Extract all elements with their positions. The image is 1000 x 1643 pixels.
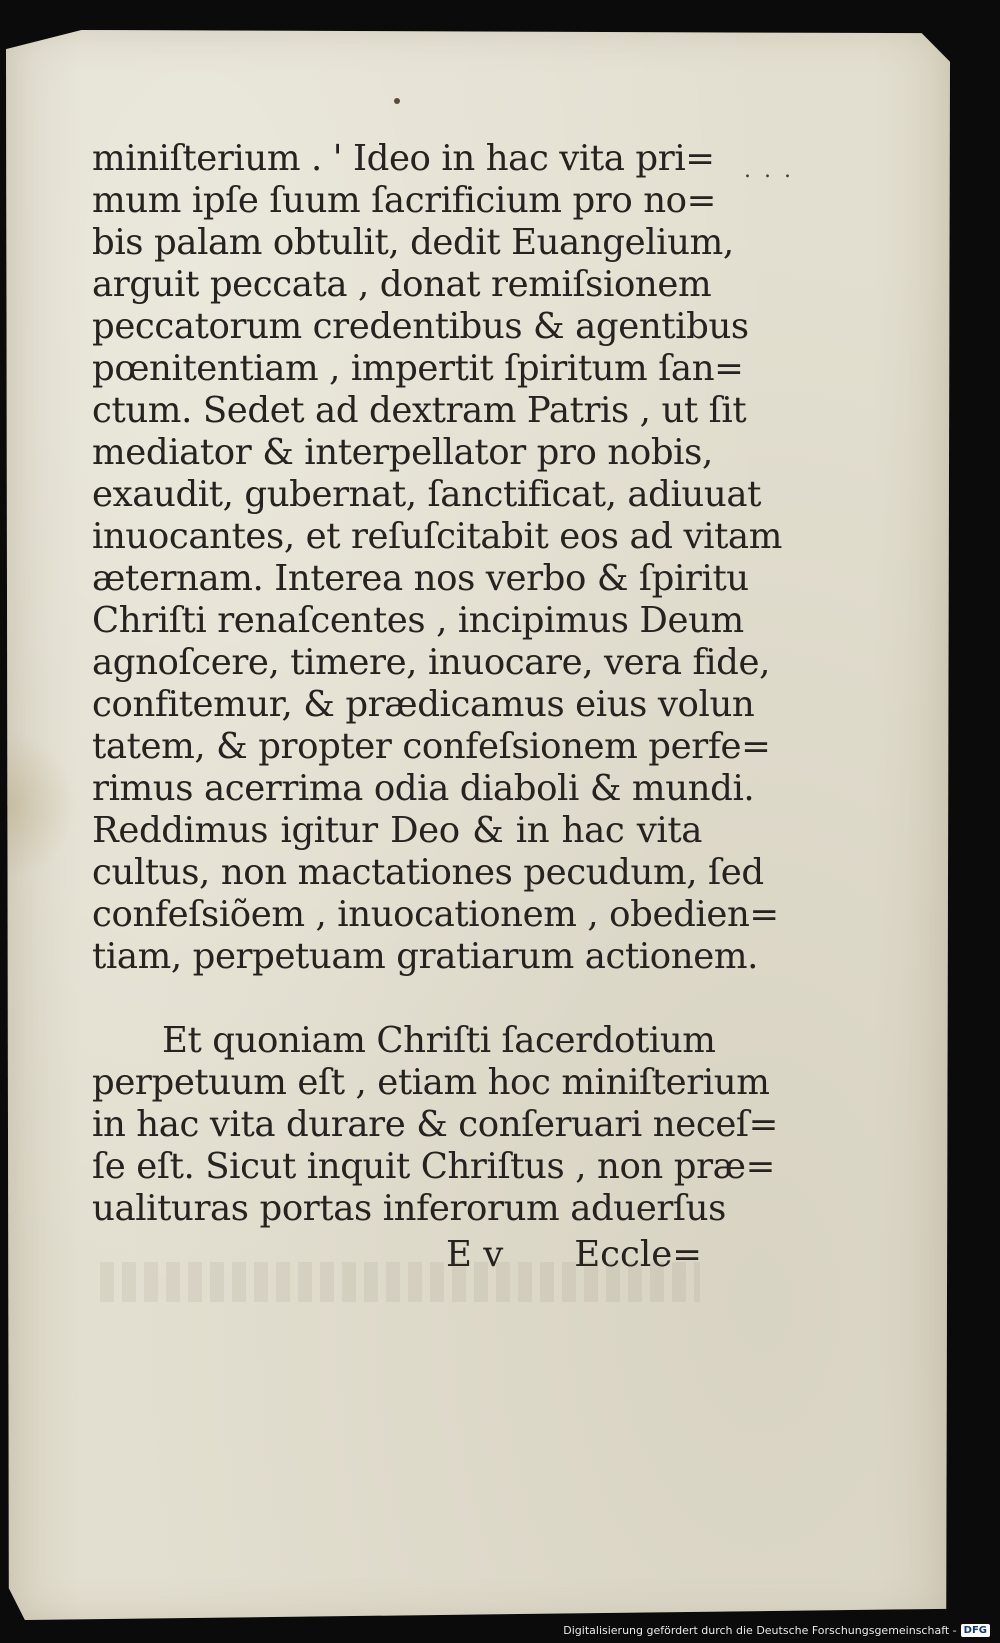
body-text <box>92 138 782 1230</box>
text-line: pœnitentiam , impertit ſpiritum ſan= <box>92 348 744 389</box>
text-line: Reddimus igitur Deo & in hac vita <box>92 810 702 851</box>
paragraph-gap <box>92 978 702 1020</box>
text-line: ſe eſt. Sicut inquit Chriſtus , non præ= <box>92 1146 775 1187</box>
text-line: ctum. Sedet ad dextram Patris , ut ſit <box>92 390 747 431</box>
ink-dot <box>394 98 400 104</box>
text-line: ualituras portas inferorum aduerſus <box>92 1188 726 1229</box>
bleed-through-text <box>100 1262 700 1302</box>
text-line: inuocantes, et reſuſcitabit eos ad vitam <box>92 516 782 557</box>
text-line: tatem, & propter confeſsionem perfe= <box>92 726 771 767</box>
text-line: mum ipſe ſuum ſacrificium pro no= <box>92 180 716 221</box>
text-line: agnoſcere, timere, inuocare, vera fide, <box>92 642 770 683</box>
text-line: æternam. Interea nos verbo & ſpiritu <box>92 558 749 599</box>
text-line: tiam, perpetuam gratiarum actionem. <box>92 936 758 977</box>
text-line: Et quoniam Chriſti ſacerdotium <box>162 1020 716 1061</box>
text-line: rimus acerrima odia diaboli & mundi. <box>92 768 755 809</box>
text-line: peccatorum credentibus & agentibus <box>92 306 749 347</box>
digitization-credit <box>563 1624 990 1637</box>
text-line: mediator & interpellator pro nobis, <box>92 432 713 473</box>
text-line: in hac vita durare & conſeruari neceſ= <box>92 1104 779 1145</box>
signature-mark: E v <box>446 1234 504 1275</box>
text-line: confitemur, & prædicamus eius volun <box>92 684 755 725</box>
paper-stain <box>6 730 76 880</box>
margin-mark: . . . <box>744 158 794 183</box>
text-line: cultus, non mactationes pecudum, ſed <box>92 852 764 893</box>
dfg-logo: DFG <box>961 1624 990 1637</box>
text-line: confeſsiõem , inuocationem , obedien= <box>92 894 779 935</box>
text-line: Chriſti renaſcentes , incipimus Deum <box>92 600 744 641</box>
text-line: bis palam obtulit, dedit Euangelium, <box>92 222 734 263</box>
text-line: miniſterium . ' Ideo in hac vita pri= <box>92 138 715 179</box>
credit-text: Digitalisierung gefördert durch die Deutsche Forschungsgemeinschaft - <box>563 1624 957 1637</box>
text-line: exaudit, gubernat, ſanctificat, adiuuat <box>92 474 761 515</box>
catchword: Eccle= <box>574 1234 702 1275</box>
text-line: perpetuum eſt , etiam hoc miniſterium <box>92 1062 770 1103</box>
text-line: arguit peccata , donat remiſsionem <box>92 264 712 305</box>
